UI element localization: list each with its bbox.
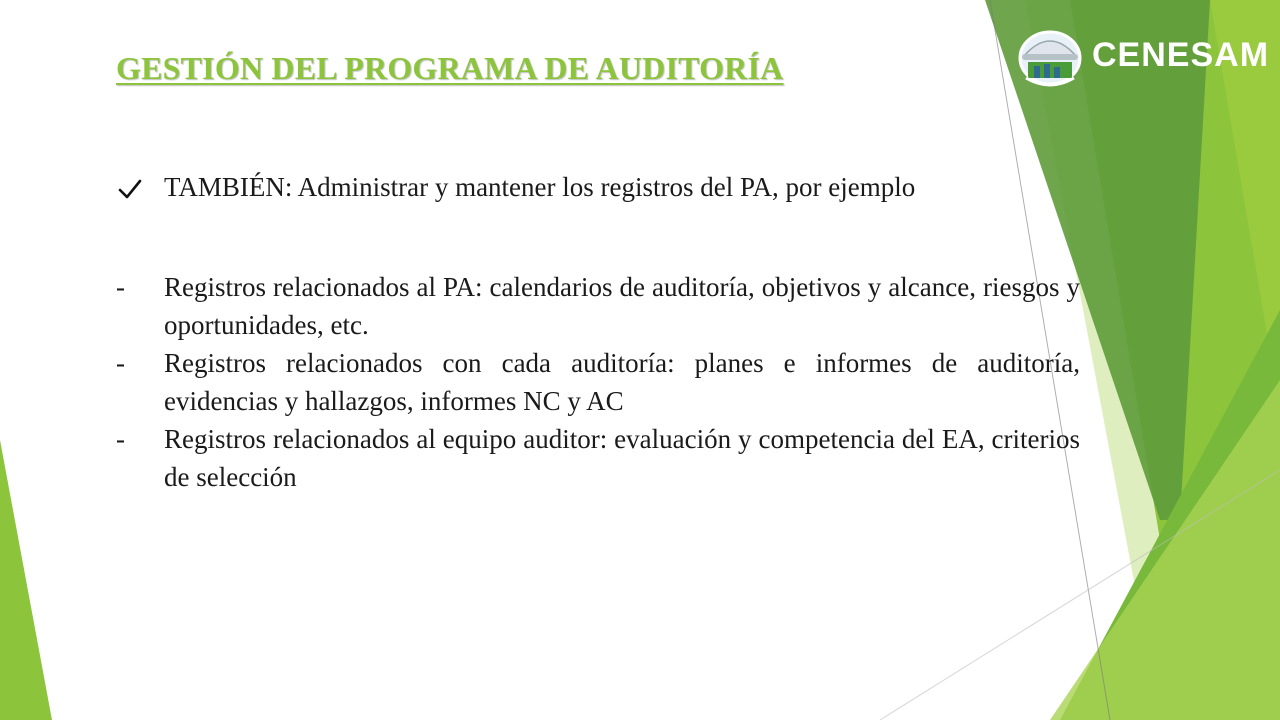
check-item	[116, 168, 1080, 206]
hardhat-logo-icon	[1012, 12, 1088, 94]
spacer	[116, 206, 1080, 268]
dash-marker: -	[116, 272, 125, 302]
slide-title: GESTIÓN DEL PROGRAMA DE AUDITORÍA	[116, 50, 784, 86]
dash-marker: -	[116, 348, 125, 378]
check-item-text: TAMBIÉN: Administrar y mantener los registros del PA, por ejemplo	[164, 172, 916, 202]
cenesam-logo	[1012, 12, 1274, 94]
dash-marker: -	[116, 424, 125, 454]
list-item	[116, 420, 1080, 496]
list-item	[116, 344, 1080, 420]
slide-content	[116, 168, 1080, 496]
list-item-text: Registros relacionados con cada auditoría: planes e informes de auditoría, evidencias y hallazgos, informes NC y AC	[164, 348, 1080, 416]
list-item-text: Registros relacionados al equipo auditor: evaluación y competencia del EA, criterios de selección	[164, 424, 1080, 492]
logo-text: CENESAM	[1092, 36, 1270, 74]
list-item	[116, 268, 1080, 344]
check-icon	[118, 172, 158, 210]
list-item-text: Registros relacionados al PA: calendarios de auditoría, objetivos y alcance, riesgos y oportunidades, etc.	[164, 272, 1080, 340]
left-green-triangle	[0, 440, 52, 720]
